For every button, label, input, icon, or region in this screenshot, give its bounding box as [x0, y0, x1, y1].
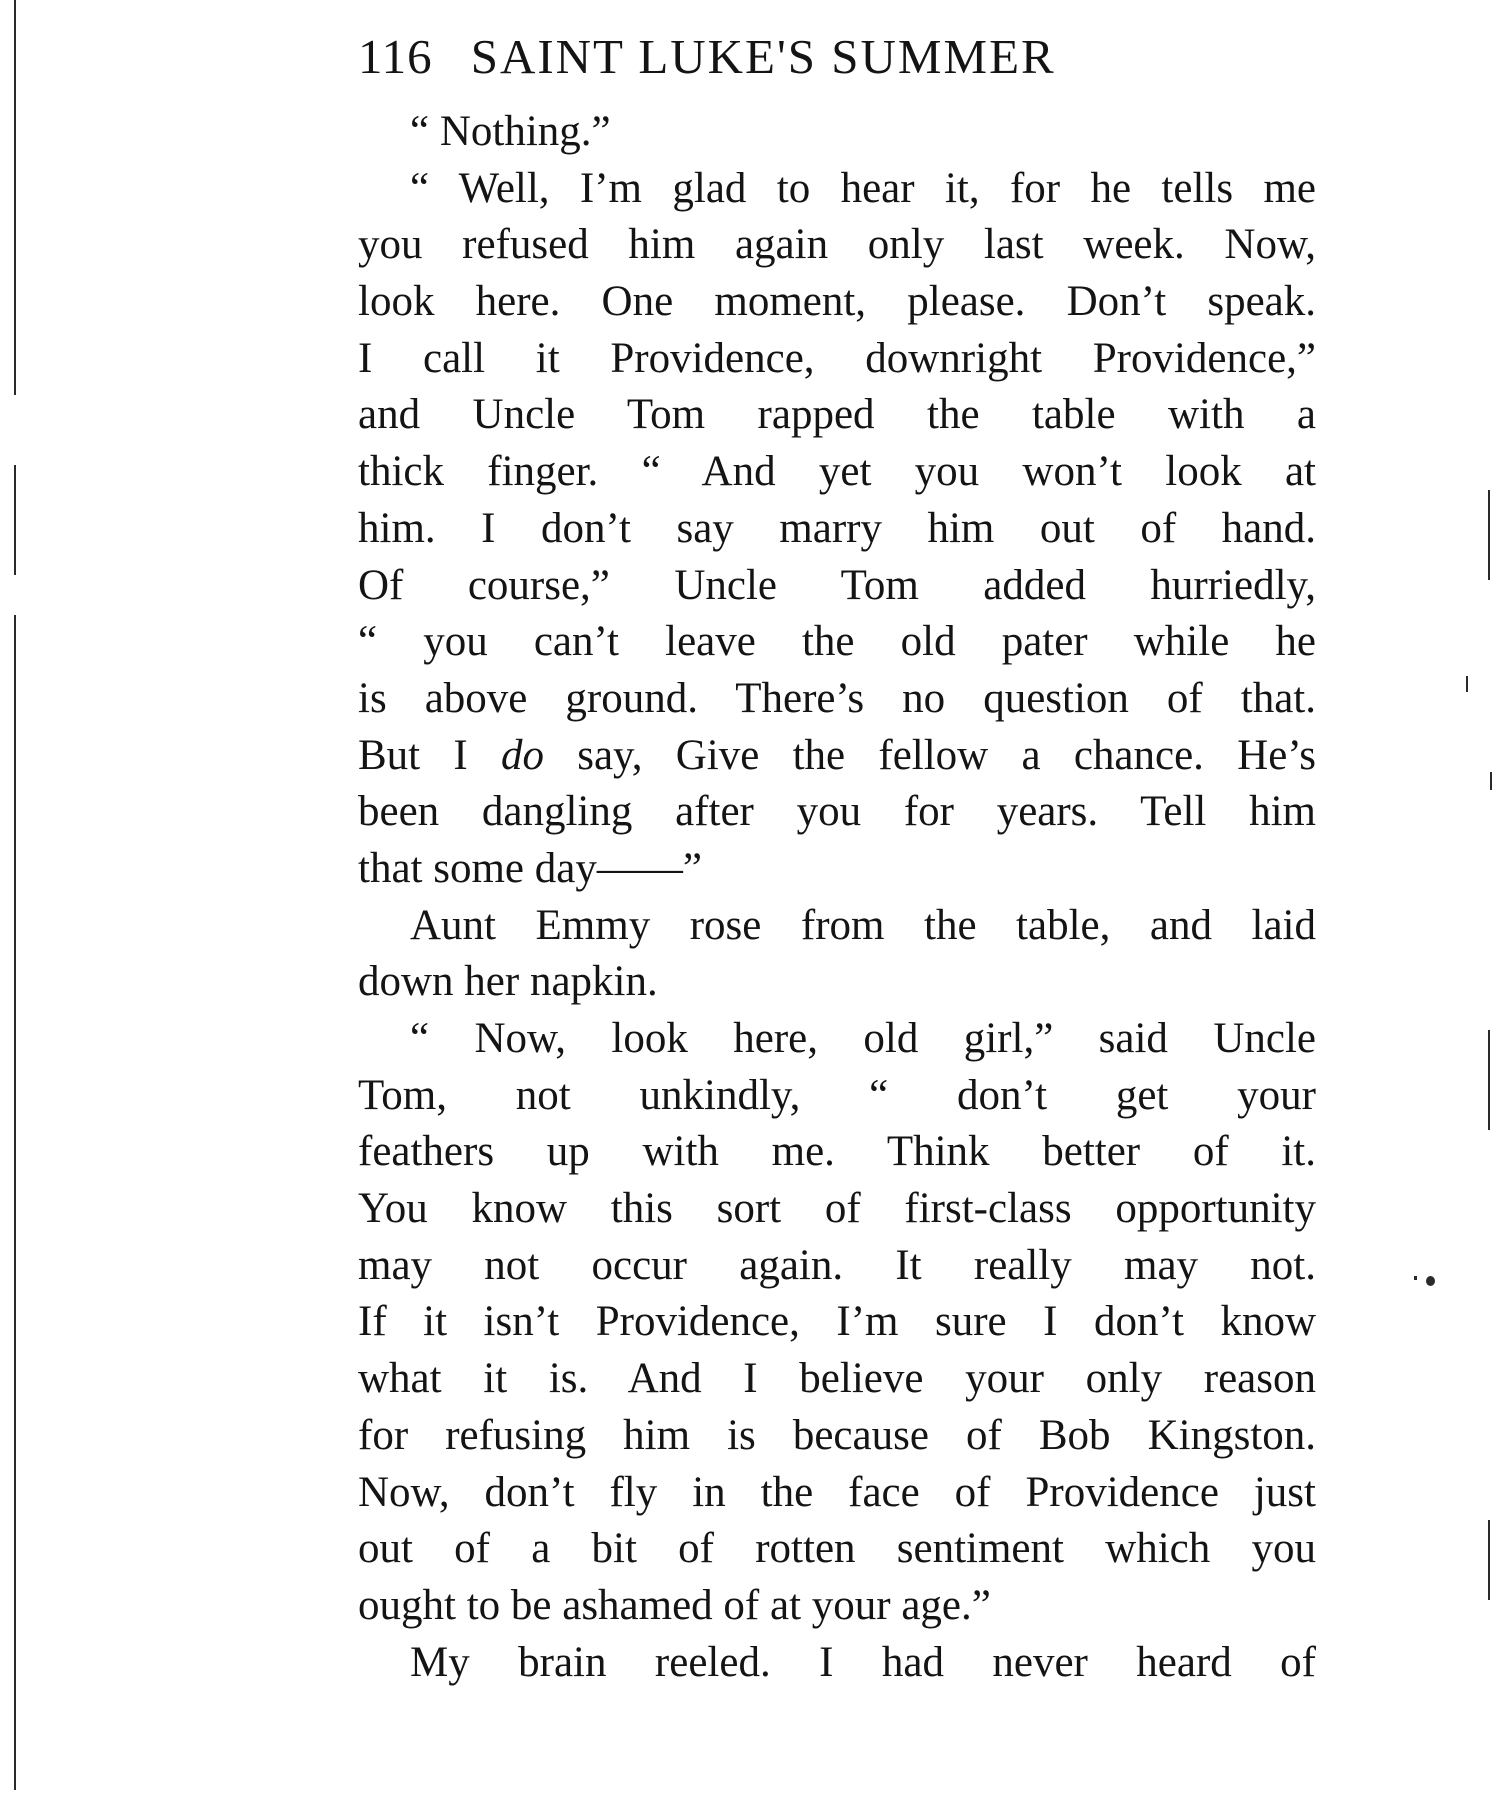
page-number: 116	[358, 29, 433, 84]
text-line: I call it Providence, downright Providence,”	[358, 334, 1316, 382]
scan-mark	[1488, 490, 1490, 580]
scan-edge-gap	[14, 575, 17, 615]
scan-mark	[1488, 1030, 1490, 1130]
text-line: You know this sort of first-class opportunity	[358, 1185, 1316, 1233]
text-line: out of a bit of rotten sentiment which you	[358, 1525, 1316, 1573]
scan-mark	[1490, 772, 1492, 790]
text-line: is above ground. There’s no question of that.	[358, 674, 1316, 722]
text-line: that some day——”	[358, 844, 702, 892]
scan-mark	[1414, 1276, 1417, 1280]
text-line: Tom, not unkindly, “ don’t get your	[358, 1071, 1316, 1119]
text-line: thick finger. “ And yet you won’t look at	[358, 448, 1316, 496]
text-line: “ Nothing.”	[410, 108, 611, 155]
text-line: ought to be ashamed of at your age.”	[358, 1581, 991, 1629]
text-line: Now, don’t fly in the face of Providence just	[358, 1468, 1316, 1516]
text-line	[358, 728, 1316, 785]
running-title: SAINT LUKE'S SUMMER	[470, 29, 1056, 84]
text-line: feathers up with me. Think better of it.	[358, 1128, 1316, 1176]
text-line: for refusing him is because of Bob Kingston.	[358, 1411, 1316, 1459]
scan-edge-gap	[14, 395, 17, 465]
scan-mark	[1488, 1520, 1490, 1600]
text-line: My brain reeled. I had never heard of	[410, 1638, 1316, 1686]
text-line: “ Now, look here, old girl,” said Uncle	[410, 1015, 1316, 1062]
text-line: and Uncle Tom rapped the table with a	[358, 391, 1316, 439]
scan-mark	[1426, 1276, 1435, 1286]
text-line: him. I don’t say marry him out of hand.	[358, 504, 1316, 552]
text-line: If it isn’t Providence, I’m sure I don’t know	[358, 1298, 1316, 1346]
text-line: down her napkin.	[358, 958, 658, 1006]
text-line: been dangling after you for years. Tell him	[358, 788, 1316, 836]
text-fragment: But I	[358, 731, 501, 779]
scan-mark	[1466, 676, 1468, 692]
running-header	[358, 22, 1318, 92]
text-line: look here. One moment, please. Don’t speak.	[358, 278, 1316, 326]
text-fragment: say, Give the fellow a chance. He’s	[543, 731, 1316, 779]
scan-edge-left	[14, 0, 16, 1790]
text-line: “ Well, I’m glad to hear it, for he tells me	[410, 164, 1316, 212]
text-line: Aunt Emmy rose from the table, and laid	[410, 901, 1316, 949]
text-line: “ you can’t leave the old pater while he	[358, 618, 1316, 666]
text-line: Of course,” Uncle Tom added hurriedly,	[358, 561, 1316, 609]
text-line: may not occur again. It really may not.	[358, 1241, 1316, 1289]
text-line: you refused him again only last week. Now,	[358, 221, 1316, 269]
body-text	[358, 104, 1316, 1691]
text-line: what it is. And I believe your only reason	[358, 1355, 1316, 1403]
emphasis-text: do	[500, 731, 544, 779]
